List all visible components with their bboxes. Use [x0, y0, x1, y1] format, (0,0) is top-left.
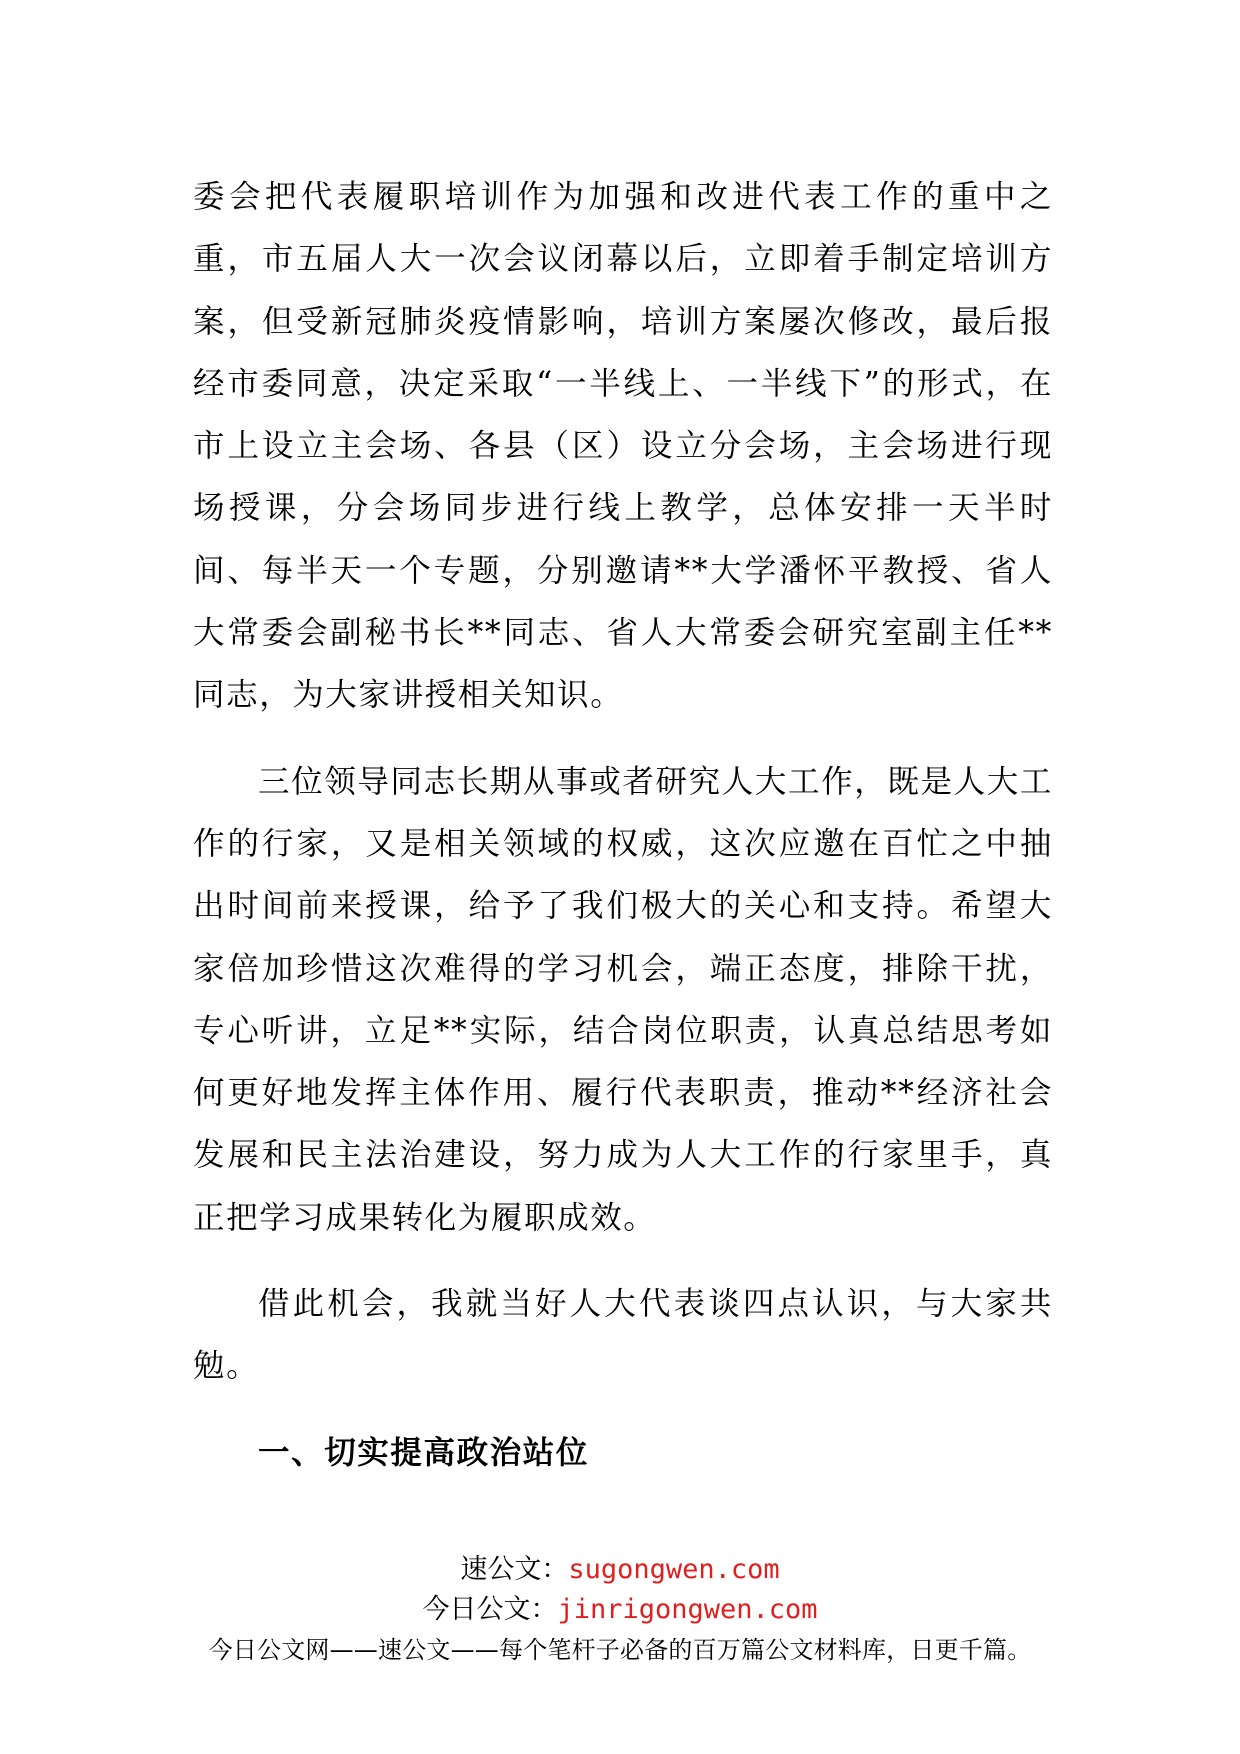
footer-line-sugongwen [0, 1552, 1240, 1588]
footer-slogan: 今日公文网——速公文——每个笔杆子必备的百万篇公文材料库，日更千篇。 [208, 1636, 1032, 1664]
document-body [193, 166, 1053, 1484]
footer-link-sugongwen[interactable]: sugongwen.com [568, 1554, 780, 1585]
footer-label-jinrigongwen: 今日公文： [422, 1594, 558, 1625]
paragraph-intro-points: 借此机会，我就当好人大代表谈四点认识，与大家共勉。 [193, 1286, 1053, 1385]
footer-link-jinrigongwen[interactable]: jinrigongwen.com [557, 1594, 818, 1625]
footer-line-jinrigongwen [0, 1592, 1240, 1628]
section-heading: 一、切实提高政治站位 [258, 1434, 590, 1471]
footer-label-sugongwen: 速公文： [460, 1554, 569, 1585]
paragraph-continued: 委会把代表履职培训作为加强和改进代表工作的重中之重，市五届人大一次会议闭幕以后，立即着手制定培训方案，但受新冠肺炎疫情影响，培训方案屡次修改，最后报经市委同意，决定采取“一半线上、一半线下”的形式，在市上设立主会场、各县（区）设立分会场，主会场进行现场授课，分会场同步进行线上教学，总体安排一天半时间、每半天一个专题，分别邀请**大学潘怀平教授、省人大常委会副秘书长**同志、省人大常委会研究室副主任**同志，为大家讲授相关知识。 [193, 179, 1053, 714]
paragraph-lecturers: 三位领导同志长期从事或者研究人大工作，既是人大工作的行家，又是相关领域的权威，这次应邀在百忙之中抽出时间前来授课，给予了我们极大的关心和支持。希望大家倍加珍惜这次难得的学习机会，端正态度，排除干扰，专心听讲，立足**实际，结合岗位职责，认真总结思考如何更好地发挥主体作用、履行代表职责，推动**经济社会发展和民主法治建设，努力成为人大工作的行家里手，真正把学习成果转化为履职成效。 [193, 763, 1053, 1236]
